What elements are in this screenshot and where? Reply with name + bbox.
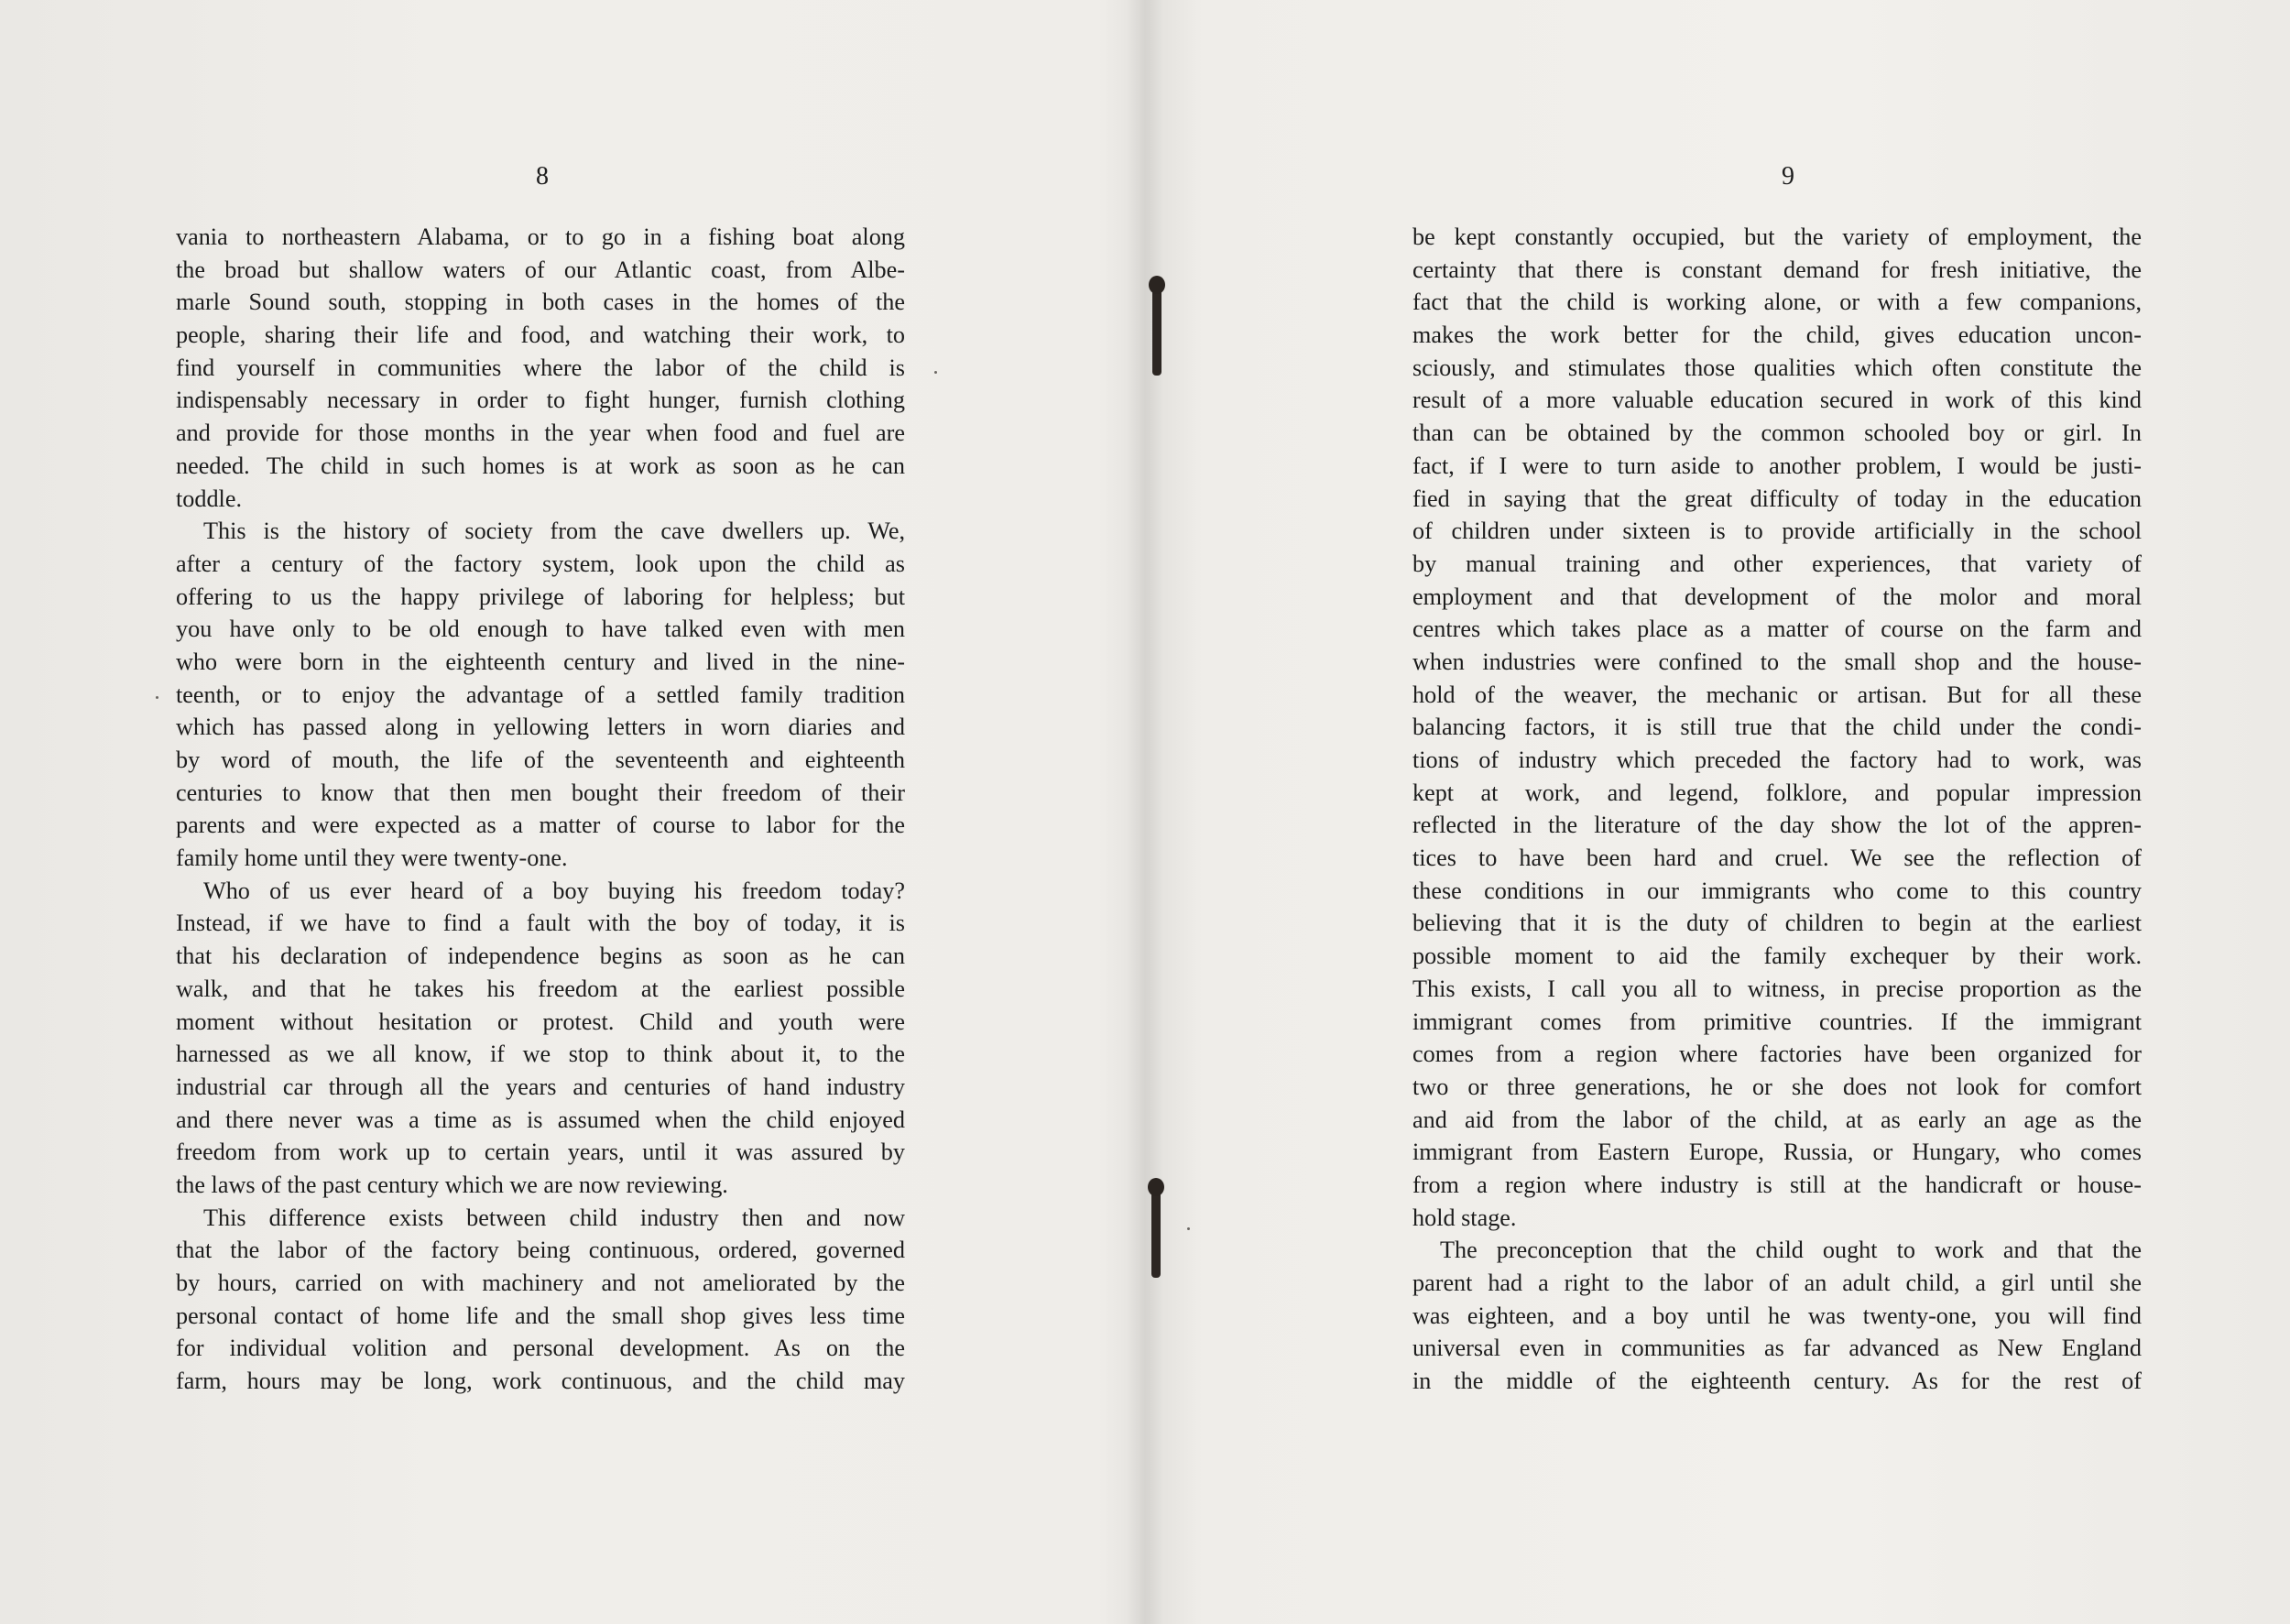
text-line: believing that it is the duty of children to begin at the earliest: [1412, 910, 2142, 937]
text-line: that his declaration of independence begins as soon as he can: [176, 943, 905, 970]
text-line: fact that the child is working alone, or with a few companions,: [1412, 289, 2142, 316]
text-line: The preconception that the child ought to work and that the: [1440, 1237, 2142, 1264]
text-line: parents and were expected as a matter of course to labor for the: [176, 812, 905, 839]
text-line: needed. The child in such homes is at work as soon as he can: [176, 452, 905, 479]
text-line: This exists, I call you all to witness, in precise proportion as the: [1412, 975, 2142, 1002]
text-line: marle Sound south, stopping in both cases in the homes of the: [176, 289, 905, 316]
text-line: you have only to be old enough to have talked even with men: [176, 616, 905, 643]
text-line: immigrant comes from primitive countries. If the immigrant: [1412, 1008, 2142, 1035]
text-line: the broad but shallow waters of our Atlantic coast, from Albe-: [176, 256, 905, 283]
text-line: of children under sixteen is to provide artificially in the school: [1412, 518, 2142, 545]
text-line: universal even in communities as far advanced as New England: [1412, 1335, 2142, 1362]
text-line: industrial car through all the years and centuries of hand industry: [176, 1073, 905, 1100]
text-line: makes the work better for the child, gives education uncon-: [1412, 322, 2142, 349]
text-line: result of a more valuable education secured in work of this kind: [1412, 387, 2142, 414]
text-line: family home until they were twenty-one.: [176, 845, 568, 872]
text-line: immigrant from Eastern Europe, Russia, or Hungary, who comes: [1412, 1139, 2142, 1166]
text-line: after a century of the factory system, look upon the child as: [176, 550, 905, 577]
text-line: hold stage.: [1412, 1204, 1517, 1231]
page-number: 9: [1782, 162, 1794, 191]
text-line: fact, if I were to turn aside to another problem, I would be justi-: [1412, 452, 2142, 479]
text-line: who were born in the eighteenth century and lived in the nine-: [176, 648, 905, 675]
text-line: when industries were confined to the small shop and the house-: [1412, 648, 2142, 675]
text-line: Who of us ever heard of a boy buying his freedom today?: [203, 877, 905, 904]
text-line: employment and that development of the molor and moral: [1412, 583, 2142, 610]
text-line: be kept constantly occupied, but the variety of employment, the: [1412, 223, 2142, 250]
text-line: which has passed along in yellowing letters in worn diaries and: [176, 714, 905, 741]
text-line: kept at work, and legend, folklore, and popular impression: [1412, 779, 2142, 806]
page-text: [176, 221, 905, 1398]
text-line: vania to northeastern Alabama, or to go in a fishing boat along: [176, 223, 905, 250]
text-line: This is the history of society from the cave dwellers up. We,: [203, 518, 905, 545]
text-line: and there never was a time as is assumed when the child enjoyed: [176, 1106, 905, 1133]
text-line: toddle.: [176, 485, 243, 512]
text-line: balancing factors, it is still true that the child under the condi-: [1412, 714, 2142, 741]
text-line: farm, hours may be long, work continuous, and the child may: [176, 1368, 905, 1395]
text-line: these conditions in our immigrants who come to this country: [1412, 877, 2142, 904]
left-page: [0, 0, 1136, 1624]
text-line: than can be obtained by the common schooled boy or girl. In: [1412, 420, 2142, 447]
text-line: walk, and that he takes his freedom at the earliest possible: [176, 975, 905, 1002]
right-page: [1154, 0, 2290, 1624]
text-line: in the middle of the eighteenth century. As for the rest of: [1412, 1368, 2142, 1395]
text-line: and provide for those months in the year when food and fuel are: [176, 420, 905, 447]
text-line: reflected in the literature of the day show the lot of the appren-: [1412, 812, 2142, 839]
text-line: centres which takes place as a matter of course on the farm and: [1412, 616, 2142, 643]
text-line: teenth, or to enjoy the advantage of a settled family tradition: [176, 681, 905, 708]
text-line: offering to us the happy privilege of laboring for helpless; but: [176, 583, 905, 610]
text-line: moment without hesitation or protest. Child and youth were: [176, 1008, 905, 1035]
text-line: parent had a right to the labor of an adult child, a girl until she: [1412, 1270, 2142, 1296]
text-line: fied in saying that the great difficulty of today in the education: [1412, 485, 2142, 512]
text-line: by hours, carried on with machinery and not ameliorated by the: [176, 1270, 905, 1296]
text-line: by manual training and other experiences, that variety of: [1412, 550, 2142, 577]
text-line: find yourself in communities where the labor of the child is: [176, 354, 905, 381]
text-line: that the labor of the factory being continuous, ordered, governed: [176, 1237, 905, 1264]
text-line: comes from a region where factories have been organized for: [1412, 1041, 2142, 1068]
text-line: certainty that there is constant demand for fresh initiative, the: [1412, 256, 2142, 283]
text-line: personal contact of home life and the small shop gives less time: [176, 1302, 905, 1329]
text-line: tions of industry which preceded the factory had to work, was: [1412, 747, 2142, 773]
text-line: indispensably necessary in order to fight hunger, furnish clothing: [176, 387, 905, 414]
text-line: sciously, and stimulates those qualities which often constitute the: [1412, 354, 2142, 381]
text-line: from a region where industry is still at the handicraft or house-: [1412, 1171, 2142, 1198]
text-line: tices to have been hard and cruel. We see the reflection of: [1412, 845, 2142, 872]
text-line: Instead, if we have to find a fault with the boy of today, it is: [176, 910, 905, 937]
page-text: [1412, 221, 2142, 1398]
text-line: freedom from work up to certain years, until it was assured by: [176, 1139, 905, 1166]
text-line: hold of the weaver, the mechanic or artisan. But for all these: [1412, 681, 2142, 708]
text-line: people, sharing their life and food, and watching their work, to: [176, 322, 905, 349]
text-line: by word of mouth, the life of the seventeenth and eighteenth: [176, 747, 905, 773]
text-line: and aid from the labor of the child, at as early an age as the: [1412, 1106, 2142, 1133]
text-line: centuries to know that then men bought their freedom of their: [176, 779, 905, 806]
page-number: 8: [536, 162, 549, 191]
text-line: This difference exists between child industry then and now: [203, 1204, 905, 1231]
text-line: harnessed as we all know, if we stop to think about it, to the: [176, 1041, 905, 1068]
text-line: two or three generations, he or she does not look for comfort: [1412, 1073, 2142, 1100]
text-line: the laws of the past century which we are now reviewing.: [176, 1171, 728, 1198]
text-line: was eighteen, and a boy until he was twenty-one, you will find: [1412, 1302, 2142, 1329]
text-line: for individual volition and personal development. As on the: [176, 1335, 905, 1362]
text-line: possible moment to aid the family exchequer by their work.: [1412, 943, 2142, 970]
